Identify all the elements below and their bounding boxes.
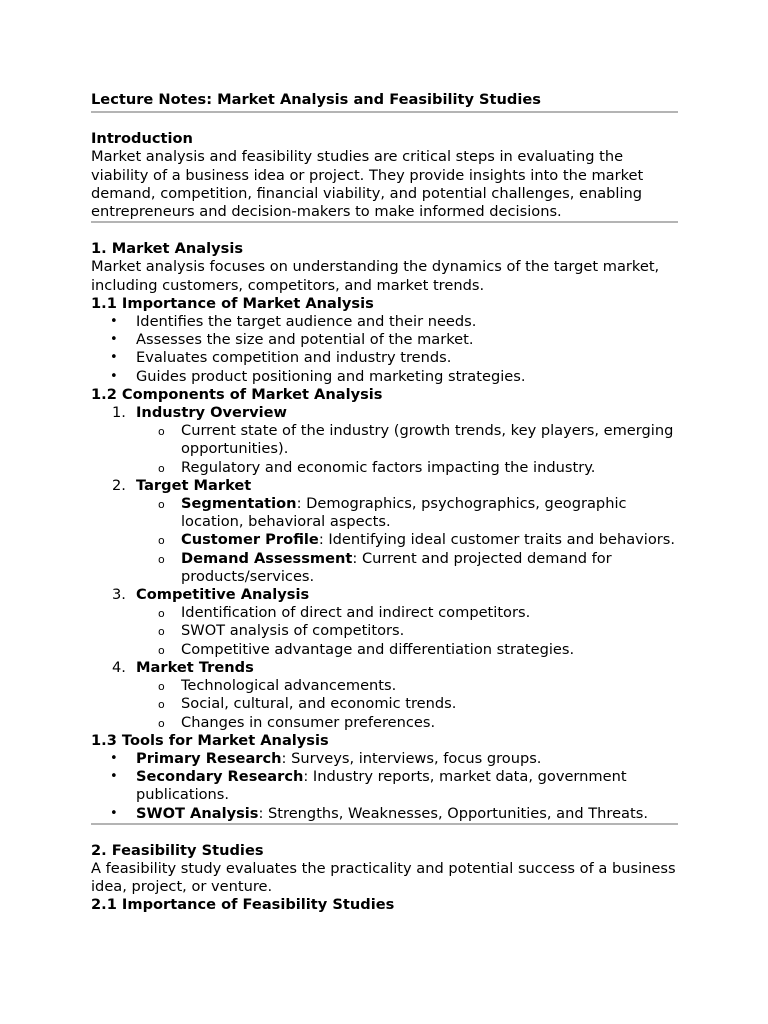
item-number: 3. xyxy=(112,586,126,604)
sub-item-text: Regulatory and economic factors impacting the industry. xyxy=(181,458,596,476)
document-title: Lecture Notes: Market Analysis and Feasibility Studies xyxy=(91,91,541,108)
list-item xyxy=(91,768,678,804)
circle-bullet-icon: o xyxy=(158,698,165,712)
sub-list-item xyxy=(136,531,678,549)
list-item xyxy=(91,805,678,823)
subsection-1-2-heading: 1.2 Components of Market Analysis xyxy=(91,385,383,403)
component-item-target-market xyxy=(91,477,678,586)
bullet-icon: • xyxy=(110,750,118,766)
list-item-text: Evaluates competition and industry trends. xyxy=(136,349,452,367)
sub-item-text: Competitive advantage and differentiation strategies. xyxy=(181,640,575,658)
circle-bullet-icon: o xyxy=(158,498,165,512)
list-item-text: Assesses the size and potential of the market. xyxy=(136,331,474,349)
section-1-text: Market analysis focuses on understanding the dynamics of the target market, including customers, competitors, and market trends. xyxy=(91,258,660,294)
list-item-text: Identifies the target audience and their needs. xyxy=(136,313,477,331)
components-list xyxy=(91,404,678,732)
section-1-heading: 1. Market Analysis xyxy=(91,240,244,258)
sub-item-term: Segmentation xyxy=(181,495,297,513)
component-item-market-trends xyxy=(91,659,678,732)
bullet-icon: • xyxy=(110,332,118,348)
component-item-competitive-analysis xyxy=(91,586,678,659)
sub-item-text: Current state of the industry (growth trends, key players, emerging opportunities). xyxy=(181,422,674,458)
bullet-icon: • xyxy=(110,805,118,821)
bullet-icon: • xyxy=(110,350,118,366)
market-analysis-section xyxy=(91,240,678,823)
item-number: 1. xyxy=(112,404,126,422)
component-title: Market Trends xyxy=(136,658,254,676)
sub-item-text: : Identifying ideal customer traits and behaviors. xyxy=(318,531,676,549)
subsection-2-1-heading: 2.1 Importance of Feasibility Studies xyxy=(91,896,395,914)
document-page xyxy=(91,91,678,915)
tools-list xyxy=(91,750,678,823)
sub-item-text: Identification of direct and indirect competitors. xyxy=(181,604,531,622)
feasibility-section xyxy=(91,842,678,915)
sub-list-item xyxy=(136,459,678,477)
component-sublist xyxy=(136,495,678,586)
tool-term: Secondary Research xyxy=(136,768,304,786)
circle-bullet-icon: o xyxy=(158,425,165,439)
sub-list-item xyxy=(136,604,678,622)
list-item-text: Guides product positioning and marketing strategies. xyxy=(136,367,526,385)
bullet-icon: • xyxy=(110,314,118,330)
component-sublist xyxy=(136,422,678,477)
component-title: Industry Overview xyxy=(136,404,288,422)
sub-item-text: Technological advancements. xyxy=(181,677,397,695)
item-number: 2. xyxy=(112,476,126,494)
sub-item-term: Demand Assessment xyxy=(181,549,353,567)
title-divider xyxy=(91,111,678,113)
component-title: Target Market xyxy=(136,476,252,494)
list-item xyxy=(91,368,678,386)
sub-list-item xyxy=(136,622,678,640)
list-item xyxy=(91,331,678,349)
sub-item-term: Customer Profile xyxy=(181,531,319,549)
item-number: 4. xyxy=(112,658,126,676)
bullet-icon: • xyxy=(110,769,118,785)
tool-term: SWOT Analysis xyxy=(136,804,259,822)
sub-item-text: Changes in consumer preferences. xyxy=(181,713,436,731)
sub-list-item xyxy=(136,677,678,695)
introduction-text: Market analysis and feasibility studies are critical steps in evaluating the viability of a business idea or project. They provide insights into the market demand, competition, financial viability, and potential challenges, enabling entrepreneurs and decision-makers to make informed decisions. xyxy=(91,148,644,221)
sub-list-item xyxy=(136,495,678,531)
circle-bullet-icon: o xyxy=(158,461,165,475)
introduction-section xyxy=(91,130,678,221)
list-item xyxy=(91,313,678,331)
sub-list-item xyxy=(136,422,678,458)
circle-bullet-icon: o xyxy=(158,643,165,657)
sub-list-item xyxy=(136,714,678,732)
component-item-industry-overview xyxy=(91,404,678,477)
circle-bullet-icon: o xyxy=(158,680,165,694)
circle-bullet-icon: o xyxy=(158,625,165,639)
component-sublist xyxy=(136,677,678,732)
component-title: Competitive Analysis xyxy=(136,586,310,604)
subsection-1-1-heading: 1.1 Importance of Market Analysis xyxy=(91,294,374,312)
sub-list-item xyxy=(136,550,678,586)
sub-item-text: : Demographics, psychographics, geographic location, behavioral aspects. xyxy=(181,495,627,531)
bullet-icon: • xyxy=(110,368,118,384)
tool-text: : Strengths, Weaknesses, Opportunities, and Threats. xyxy=(258,804,648,822)
section-1-divider xyxy=(91,823,678,825)
component-sublist xyxy=(136,604,678,659)
sub-item-text: SWOT analysis of competitors. xyxy=(181,622,405,640)
tool-text: : Industry reports, market data, government publications. xyxy=(136,768,627,804)
sub-list-item xyxy=(136,641,678,659)
tool-text: : Surveys, interviews, focus groups. xyxy=(281,749,542,767)
sub-item-text: : Current and projected demand for products/services. xyxy=(181,549,612,585)
introduction-divider xyxy=(91,221,678,223)
circle-bullet-icon: o xyxy=(158,534,165,548)
importance-list xyxy=(91,313,678,386)
section-2-heading: 2. Feasibility Studies xyxy=(91,841,264,859)
sub-item-text: Social, cultural, and economic trends. xyxy=(181,695,457,713)
sub-list-item xyxy=(136,695,678,713)
tool-term: Primary Research xyxy=(136,749,282,767)
section-2-text: A feasibility study evaluates the practicality and potential success of a business idea, project, or venture. xyxy=(91,859,676,896)
subsection-1-3-heading: 1.3 Tools for Market Analysis xyxy=(91,731,329,749)
list-item xyxy=(91,349,678,367)
list-item xyxy=(91,750,678,768)
circle-bullet-icon: o xyxy=(158,552,165,566)
circle-bullet-icon: o xyxy=(158,607,165,621)
circle-bullet-icon: o xyxy=(158,716,165,730)
introduction-heading: Introduction xyxy=(91,130,193,148)
